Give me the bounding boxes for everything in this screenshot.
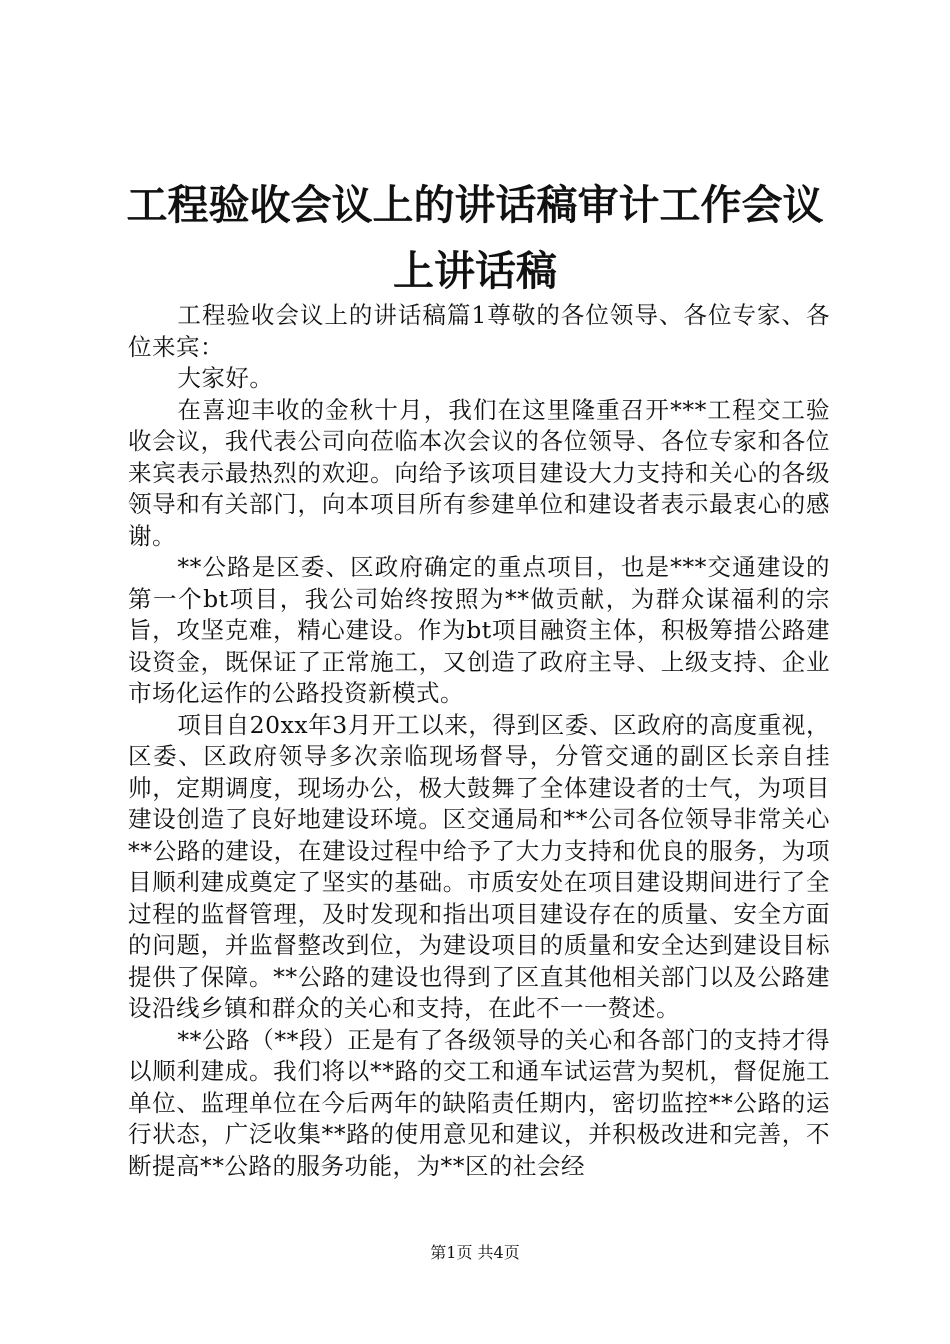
page-footer: 第1页 共4页 [430,1243,520,1262]
paragraph-6: **公路（**段）正是有了各级领导的关心和各部门的支持才得以顺利建成。我们将以**路的交工和通车试运营为契机，督促施工单位、监理单位在今后两年的缺陷责任期内，密切监控**公路的运行状态，广泛收集**路的使用意见和建议，并积极改进和完善，不断提高**公路的服务功能，为**区的社会经 [128,1025,830,1180]
document-body [128,300,830,1182]
paragraph-5: 项目自20xx年3月开工以来，得到区委、区政府的高度重视，区委、区政府领导多次亲临现场督导，分管交通的副区长亲自挂帅，定期调度，现场办公，极大鼓舞了全体建设者的士气，为项目建设创造了良好地建设环境。区交通局和**公司各位领导非常关心**公路的建设，在建设过程中给予了大力支持和优良的服务，为项目顺利建成奠定了坚实的基础。市质安处在项目建设期间进行了全过程的监督管理，及时发现和指出项目建设存在的质量、安全方面的问题，并监督整改到位，为建设项目的质量和安全达到建设目标提供了保障。**公路的建设也得到了区直其他相关部门以及公路建设沿线乡镇和群众的关心和支持，在此不一一赘述。 [128,710,830,1022]
paragraph-1: 工程验收会议上的讲话稿篇1尊敬的各位领导、各位专家、各位来宾： [128,301,830,361]
paragraph-2: 大家好。 [177,364,274,392]
document-title: 工程验收会议上的讲话稿审计工作会议上讲话稿 [126,181,824,295]
paragraph-4: **公路是区委、区政府确定的重点项目，也是***交通建设的第一个bt项目，我公司始终按照为**做贡献，为群众谋福利的宗旨，攻坚克难，精心建设。作为bt项目融资主体，积极筹措公路建设资金，既保证了正常施工，又创造了政府主导、上级支持、企业市场化运作的公路投资新模式。 [128,553,830,707]
paragraph-3: 在喜迎丰收的金秋十月，我们在这里隆重召开***工程交工验收会议，我代表公司向莅临本次会议的各位领导、各位专家和各位来宾表示最热烈的欢迎。向给予该项目建设大力支持和关心的各级领导和有关部门，向本项目所有参建单位和建设者表示最衷心的感谢。 [128,395,830,550]
